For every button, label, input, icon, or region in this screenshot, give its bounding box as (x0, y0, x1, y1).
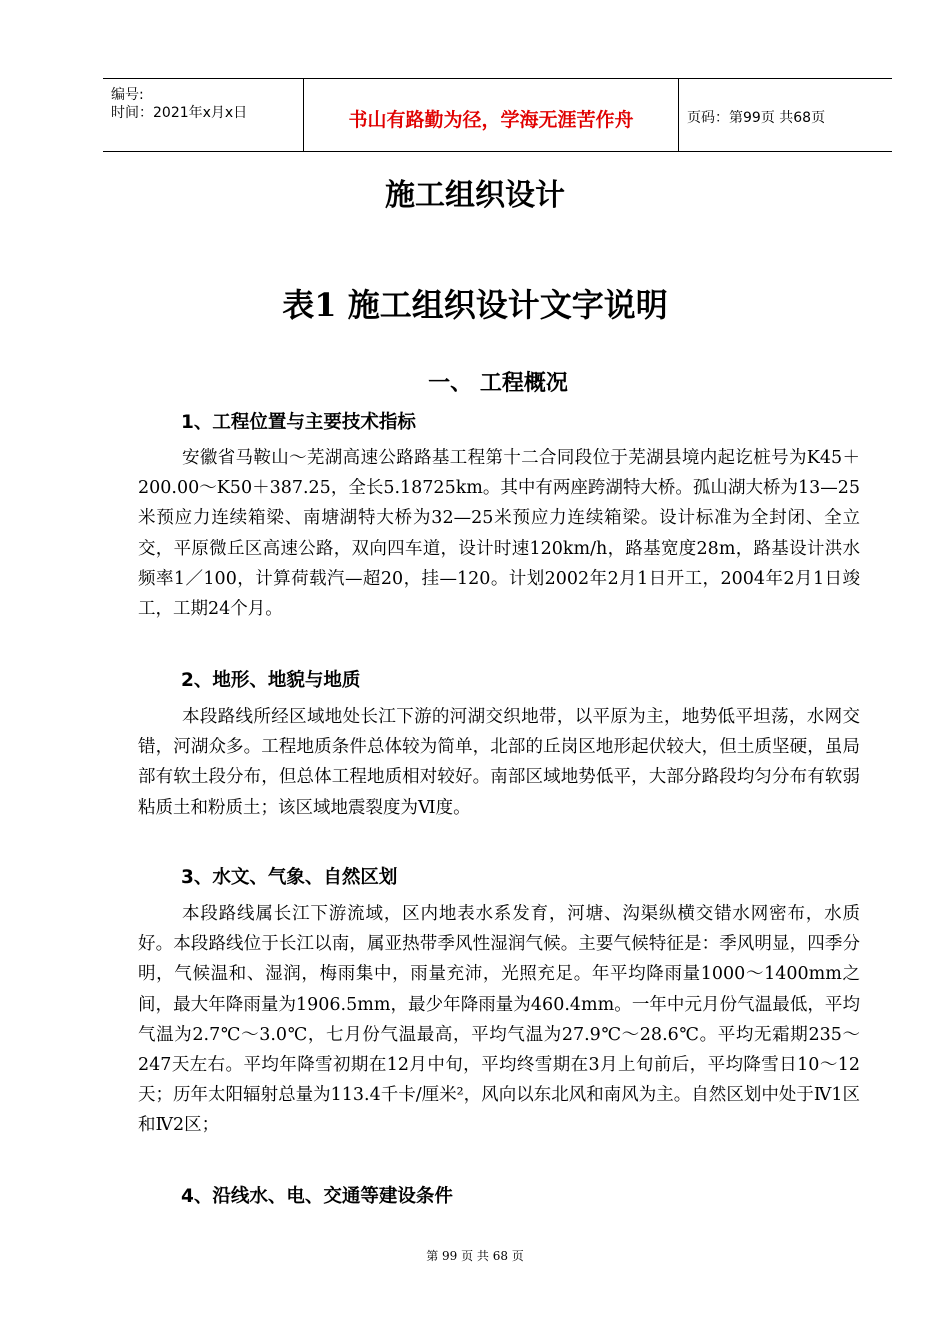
header-motto-cell (304, 79, 679, 151)
document-number-label: 编号: (111, 87, 144, 103)
section-title: 一、 工程概况 (428, 370, 568, 396)
subsection-heading-3: 3、水文、气象、自然区划 (181, 867, 398, 888)
document-title: 施工组织设计 (385, 178, 565, 213)
page-footer: 第 99 页 共 68 页 (426, 1249, 524, 1263)
header-page-cell (679, 79, 892, 151)
subsection-paragraph-1: 安徽省马鞍山～芜湖高速公路路基工程第十二合同段位于芜湖县境内起讫桩号为K45＋200.00～K50＋387.25，全长5.18725km。其中有两座跨湖特大桥。孤山湖大桥为13—25米预应力连续箱梁、南塘湖特大桥为32—25米预应力连续箱梁。设计标准为全封闭、全立交，平原微丘区高速公路，双向四车道，设计时速120km/h，路基宽度28m，路基设计洪水频率1／100，计算荷载汽—超20，挂—120。计划2002年2月1日开工，2004年2月1日竣工，工期24个月。 (138, 448, 860, 620)
table-title: 表1 施工组织设计文字说明 (282, 286, 668, 324)
subsection-paragraph-2: 本段路线所经区域地处长江下游的河湖交织地带，以平原为主，地势低平坦荡，水网交错，河湖众多。工程地质条件总体较为简单，北部的丘岗区地形起伏较大，但土质坚硬，虽局部有软土段分布，但总体工程地质相对较好。南部区域地势低平，大部分路段均匀分布有软弱粘质土和粉质土；该区域地震裂度为Ⅵ度。 (138, 707, 860, 818)
document-time-label: 时间：2021年x月x日 (111, 105, 248, 121)
subsection-heading-2: 2、地形、地貌与地质 (181, 670, 361, 691)
header-motto: 书山有路勤为径，学海无涯苦作舟 (348, 109, 634, 131)
page-header (103, 78, 892, 152)
subsection-paragraph-3: 本段路线属长江下游流域，区内地表水系发育，河塘、沟渠纵横交错水网密布，水质好。本段路线位于长江以南，属亚热带季风性湿润气候。主要气候特征是：季风明显，四季分明，气候温和、湿润，梅雨集中，雨量充沛，光照充足。年平均降雨量1000～1400mm之间，最大年降雨量为1906.5mm，最少年降雨量为460.4mm。一年中元月份气温最低，平均气温为2.7℃～3.0℃，七月份气温最高，平均气温为27.9℃～28.6℃。平均无霜期235～247天左右。平均年降雪初期在12月中旬，平均终雪期在3月上旬前后，平均降雪日10～12天；历年太阳辐射总量为113.4千卡/厘米²，风向以东北风和南风为主。自然区划中处于Ⅳ1区和Ⅳ2区； (138, 904, 860, 1136)
subsection-heading-1: 1、工程位置与主要技术指标 (181, 412, 416, 433)
header-meta-cell (103, 79, 304, 151)
subsection-heading-4: 4、沿线水、电、交通等建设条件 (181, 1186, 453, 1207)
header-page-info: 页码：第99页 共68页 (687, 110, 826, 126)
